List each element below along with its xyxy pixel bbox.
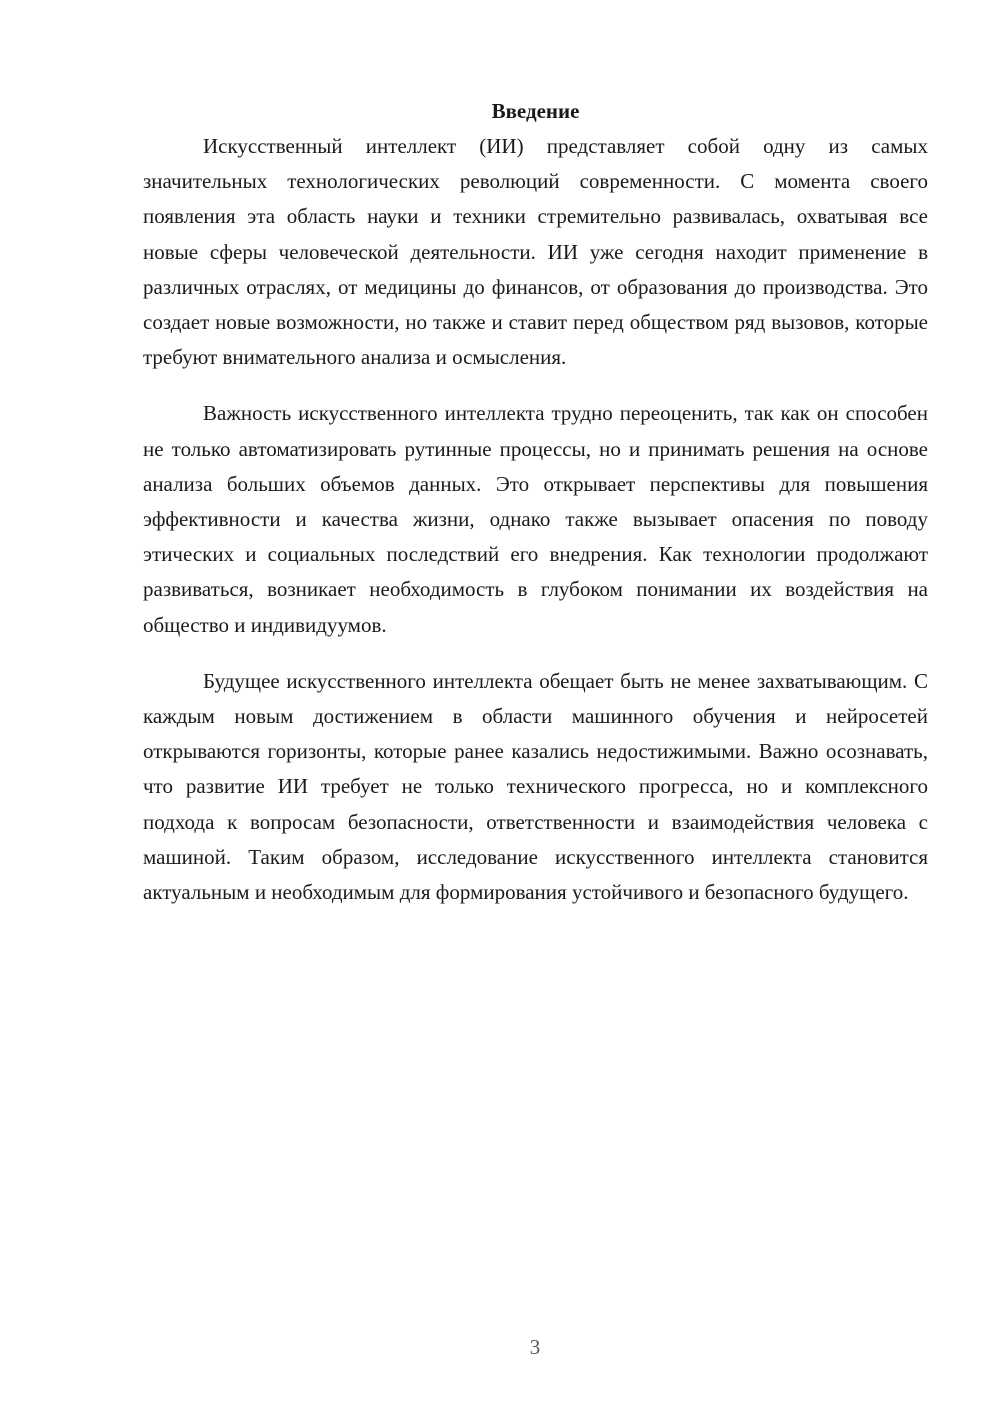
document-body [143, 94, 928, 931]
paragraph-2: Важность искусственного интеллекта трудно переоценить, так как он способен не только автоматизировать рутинные процессы, но и принимать решения на основе анализа больших объемов данных. Это открывает перспективы для повышения эффективности и качества жизни, однако также вызывает опасения по поводу этических и социальных последствий его внедрения. Как технологии продолжают развиваться, возникает необходимость в глубоком понимании их воздействия на общество и индивидуумов. [143, 401, 928, 637]
page-number: 3 [529, 1335, 541, 1359]
paragraph-1: Искусственный интеллект (ИИ) представляет собой одну из самых значительных технологических революций современности. С момента своего появления эта область науки и техники стремительно развивалась, охватывая все новые сферы человеческой деятельности. ИИ уже сегодня находит применение в различных отраслях, от медицины до финансов, от образования до производства. Это создает новые возможности, но также и ставит перед обществом ряд вызовов, которые требуют внимательного анализа и осмысления. [143, 134, 928, 370]
paragraph-3: Будущее искусственного интеллекта обещает быть не менее захватывающим. С каждым новым достижением в области машинного обучения и нейросетей открываются горизонты, которые ранее казались недостижимыми. Важно осознавать, что развитие ИИ требует не только технического прогресса, но и комплексного подхода к вопросам безопасности, ответственности и взаимодействия человека с машиной. Таким образом, исследование искусственного интеллекта становится актуальным и необходимым для формирования устойчивого и безопасного будущего. [143, 668, 928, 905]
section-title: Введение [491, 99, 580, 123]
